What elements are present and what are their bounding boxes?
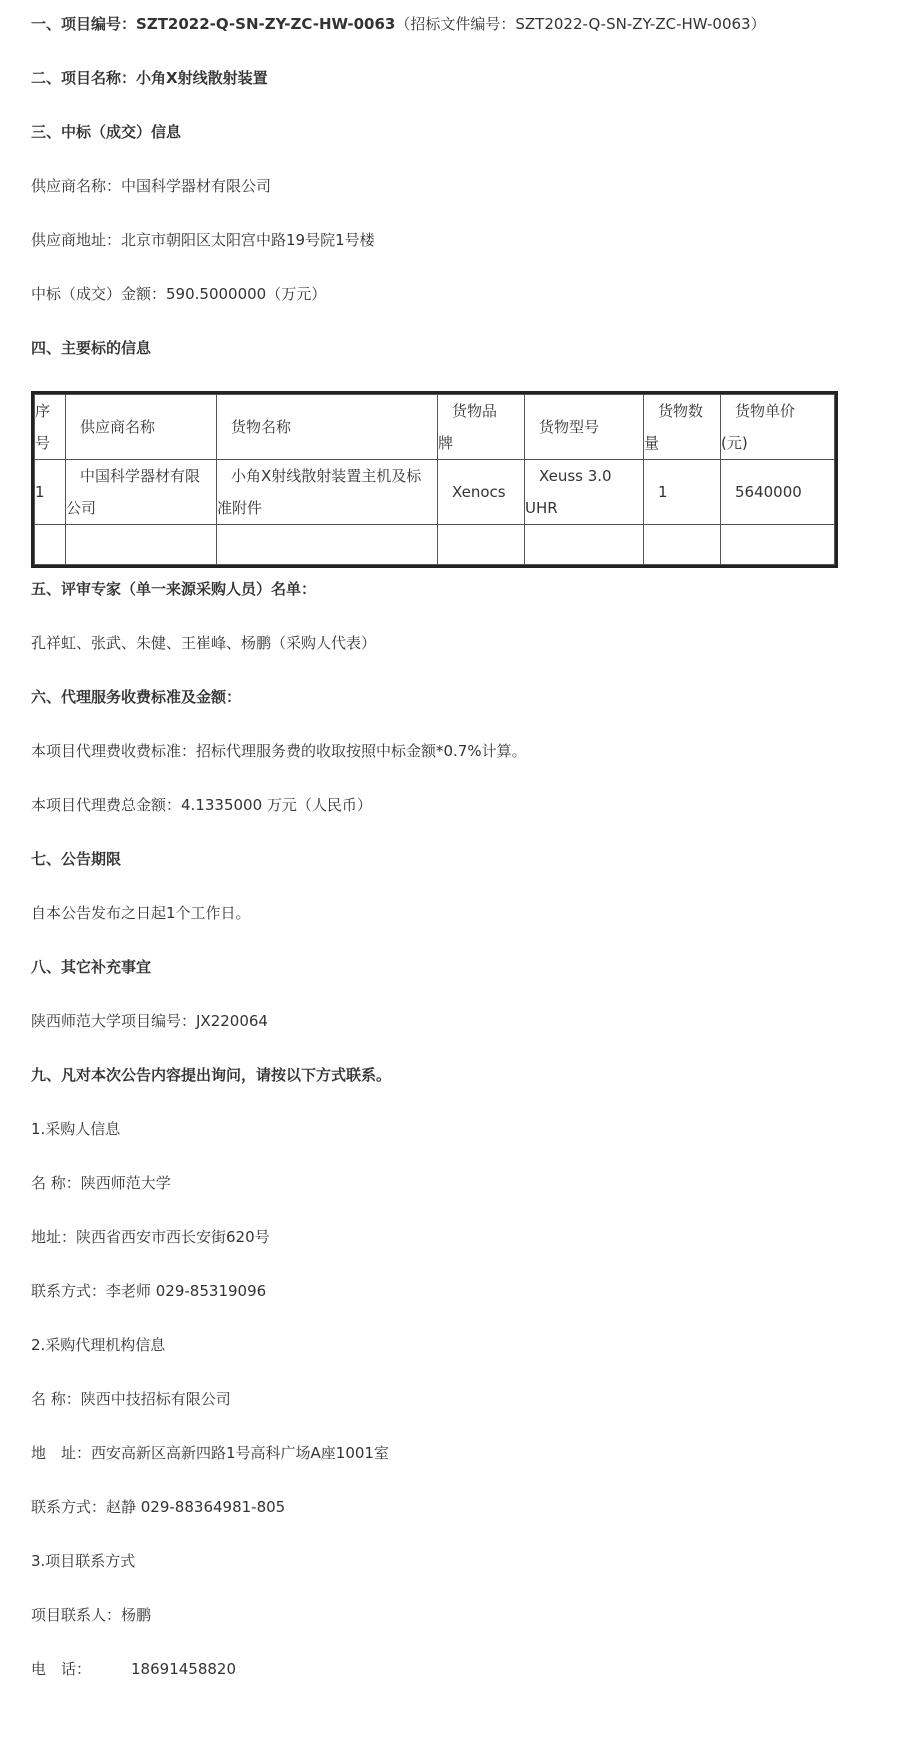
empty-cell	[438, 525, 525, 565]
section5-heading: 五、评审专家（单一来源采购人员）名单：	[31, 580, 317, 598]
section2-heading: 二、项目名称：小角X射线散射装置	[31, 69, 268, 87]
phone-number: 18691458820	[131, 1660, 236, 1678]
purchaser-name: 名 称：陕西师范大学	[31, 1174, 171, 1192]
table-header-row	[35, 395, 835, 460]
header-qty-line2: 量	[644, 434, 660, 452]
header-brand-line2: 牌	[438, 434, 454, 452]
project-number: SZT2022-Q-SN-ZY-ZC-HW-0063	[136, 15, 396, 33]
cell-supplier-line2: 公司	[66, 499, 97, 517]
header-price-line1: 货物单价	[735, 402, 796, 420]
section4-heading: 四、主要标的信息	[31, 339, 152, 357]
empty-cell	[35, 525, 66, 565]
header-no	[35, 395, 66, 460]
header-price	[721, 395, 835, 460]
fee-standard: 本项目代理费收费标准：招标代理服务费的收取按照中标金额*0.7%计算。	[31, 742, 527, 760]
header-qty	[644, 395, 721, 460]
cell-price: 5640000	[721, 460, 835, 525]
table-row	[35, 460, 835, 525]
tender-doc-number: （招标文件编号：SZT2022-Q-SN-ZY-ZC-HW-0063）	[395, 15, 766, 33]
agency-name: 名 称：陕西中技招标有限公司	[31, 1390, 231, 1408]
fee-total: 本项目代理费总金额：4.1335000 万元（人民币）	[31, 796, 372, 814]
cell-no: 1	[35, 460, 66, 525]
header-no-line2: 号	[35, 434, 51, 452]
purchaser-address: 地址：陕西省西安市西长安街620号	[31, 1228, 270, 1246]
expert-names: 孔祥虹、张武、朱健、王崔峰、杨鹏（采购人代表）	[31, 634, 377, 652]
header-qty-line1: 货物数	[658, 402, 704, 420]
empty-cell	[66, 525, 217, 565]
header-no-line1: 序	[35, 402, 51, 420]
section3-heading: 三、中标（成交）信息	[31, 123, 182, 141]
purchaser-contact: 联系方式：李老师 029-85319096	[31, 1282, 267, 1300]
agency-address: 地 址：西安高新区高新四路1号高科广场A座1001室	[31, 1444, 389, 1462]
section7-heading: 七、公告期限	[31, 850, 122, 868]
cell-brand: Xenocs	[438, 460, 525, 525]
project-phone	[31, 1657, 236, 1681]
header-brand	[438, 395, 525, 460]
table-row-empty	[35, 525, 835, 565]
section6-heading: 六、代理服务收费标准及金额：	[31, 688, 242, 706]
empty-cell	[721, 525, 835, 565]
cell-model	[525, 460, 644, 525]
section9-heading: 九、凡对本次公告内容提出询问，请按以下方式联系。	[31, 1066, 392, 1084]
cell-model-line1: Xeuss 3.0	[539, 467, 612, 485]
goods-table-grid	[34, 394, 835, 565]
empty-cell	[644, 525, 721, 565]
cell-supplier-line1: 中国科学器材有限	[80, 467, 201, 485]
cell-goods-line1: 小角X射线散射装置主机及标	[231, 467, 422, 485]
cell-goods-line2: 准附件	[217, 499, 263, 517]
cell-supplier	[66, 460, 217, 525]
award-amount: 中标（成交）金额：590.5000000（万元）	[31, 285, 327, 303]
agency-title: 2.采购代理机构信息	[31, 1336, 166, 1354]
project-contact-title: 3.项目联系方式	[31, 1552, 136, 1570]
empty-cell	[217, 525, 438, 565]
supplementary-info: 陕西师范大学项目编号：JX220064	[31, 1012, 268, 1030]
purchaser-title: 1.采购人信息	[31, 1120, 121, 1138]
phone-label: 电 话：	[31, 1660, 92, 1678]
supplier-name: 供应商名称：中国科学器材有限公司	[31, 177, 272, 195]
header-supplier: 供应商名称	[66, 395, 217, 460]
cell-goods	[217, 460, 438, 525]
cell-qty: 1	[644, 460, 721, 525]
header-model: 货物型号	[525, 395, 644, 460]
empty-cell	[525, 525, 644, 565]
supplier-address: 供应商地址：北京市朝阳区太阳宫中路19号院1号楼	[31, 231, 375, 249]
project-contact-person: 项目联系人：杨鹏	[31, 1606, 152, 1624]
header-brand-line1: 货物品	[452, 402, 498, 420]
cell-model-line2: UHR	[525, 499, 558, 517]
section1-project-number	[31, 12, 766, 36]
section1-heading: 一、项目编号：	[31, 15, 137, 33]
header-price-line2: (元)	[721, 434, 748, 452]
header-goods: 货物名称	[217, 395, 438, 460]
goods-table	[31, 391, 838, 568]
agency-contact: 联系方式：赵静 029-88364981-805	[31, 1498, 286, 1516]
notice-period: 自本公告发布之日起1个工作日。	[31, 904, 251, 922]
section8-heading: 八、其它补充事宜	[31, 958, 152, 976]
